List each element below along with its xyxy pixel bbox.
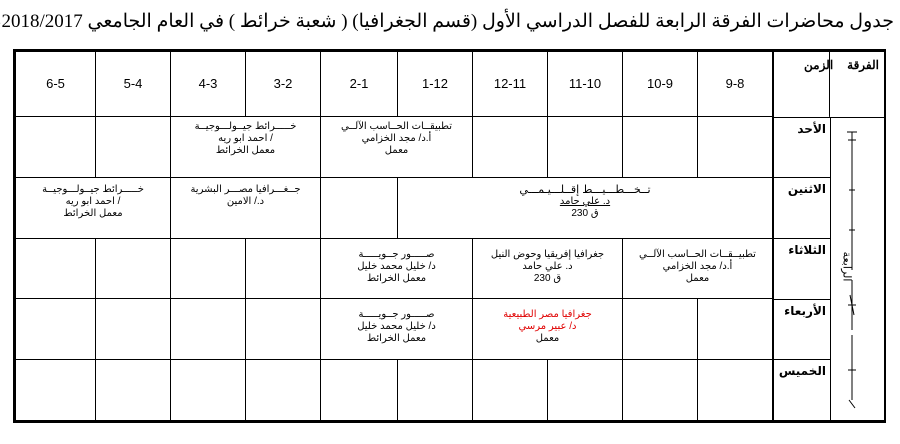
session-tue-africa-nile: جغرافيا إفريقيا وحوض النيل د. علي حامد ق 230: [473, 238, 623, 299]
slot-2-1: 2-1: [321, 52, 398, 117]
grade-header: الفرقة: [847, 58, 879, 72]
slot-6-5: 6-5: [16, 52, 96, 117]
session-mon-human-geography: جــغـــرافيا مصـــر البشرية د./ الامين: [171, 177, 321, 238]
slot-12-11: 12-11: [473, 52, 548, 117]
session-mon-geological-maps: خـــــرائط جيــولـــوجيــة / احمد ابو ريه معمل الخرائط: [16, 177, 171, 238]
time-header: الزمن: [804, 58, 834, 72]
session-sun-geological-maps: خـــــرائط جيــولـــوجيــة / احمد ابو ريه معمل الخرائط: [171, 116, 321, 177]
slot-9-8: 9-8: [698, 52, 773, 117]
header-corner: [774, 52, 886, 118]
session-wed-natural-geography: جغرافيا مصر الطبيعية د/ عبير مرسي معمل: [473, 299, 623, 360]
session-tue-aerial-photos: صـــــور جــويـــــة د/ خليل محمد خليل معمل الخرائط: [321, 238, 473, 299]
session-tue-computer-apps: تطبيــقــات الحــاسب الآلــي أ.د/ مجد الخزامي معمل: [623, 238, 773, 299]
slot-4-3: 4-3: [171, 52, 246, 117]
day-wednesday: الأربعاء: [774, 299, 831, 360]
grade-label: الرابعة: [840, 251, 853, 282]
slot-3-2: 3-2: [246, 52, 321, 117]
slot-10-9: 10-9: [623, 52, 698, 117]
day-sunday: الأحد: [774, 117, 831, 178]
session-mon-regional-planning: تــخـــطـــيـــط إقــلـــيـمـــي د. علي حامد ق 230: [398, 177, 773, 238]
side-columns: [772, 51, 885, 421]
day-thursday: الخميس: [774, 360, 831, 421]
day-tuesday: الثلاثاء: [774, 239, 831, 300]
slot-1-12: 1-12: [398, 52, 473, 117]
slot-5-4: 5-4: [96, 52, 171, 117]
session-wed-aerial-photos: صـــــور جــويـــــة د/ خليل محمد خليل معمل الخرائط: [321, 299, 473, 360]
page-title: جدول محاضرات الفرقة الرابعة للفصل الدراسي الأول (قسم الجغرافيا) ( شعبة خرائط ) في العام الجامعي 2018/2017: [1, 11, 894, 32]
session-sun-computer-apps: تطبيقــات الحــاسب الآلــي أ.د/ مجد الخزامي معمل: [321, 116, 473, 177]
schedule-table: [15, 51, 773, 421]
slot-11-10: 11-10: [548, 52, 623, 117]
day-monday: الاثنين: [774, 178, 831, 239]
